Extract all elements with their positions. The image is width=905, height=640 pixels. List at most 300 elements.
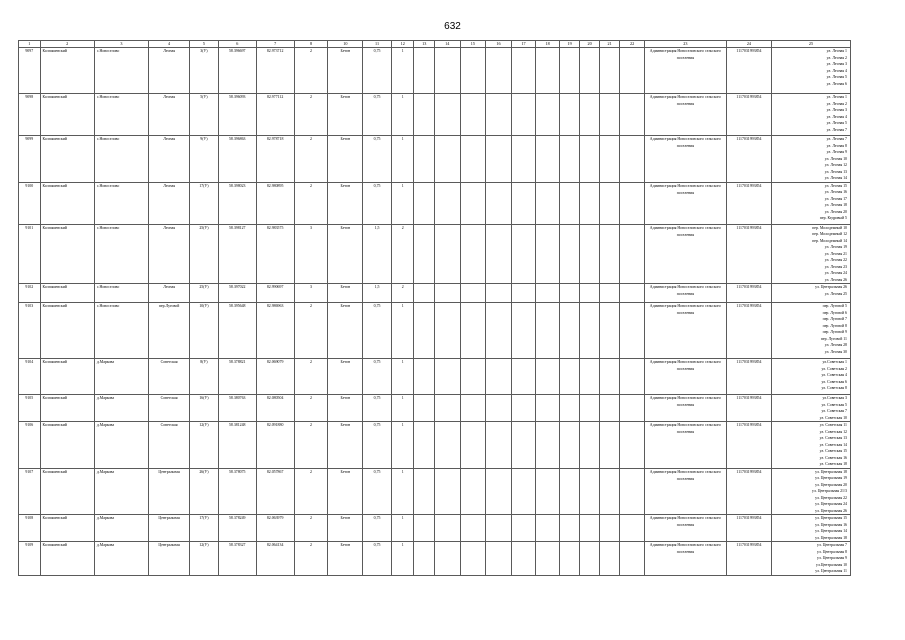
area-cell: 0,75 — [363, 542, 392, 576]
address-line: ул. Советская 13 — [819, 436, 847, 440]
empty-cell — [559, 136, 579, 183]
address-line: ул. Лесная 26 — [824, 277, 847, 282]
empty-cell — [536, 94, 560, 136]
empty-cell — [580, 515, 599, 542]
street-cell: Лесная — [149, 182, 190, 224]
house-cell: 16(У) — [190, 395, 219, 422]
empty-cell — [434, 136, 460, 183]
empty-cell — [460, 515, 486, 542]
row-id: 9106 — [19, 422, 41, 469]
empty-cell — [486, 136, 512, 183]
street-cell: Центральная — [149, 468, 190, 515]
empty-cell — [486, 359, 512, 395]
address-line: ул. Советская 5 — [821, 402, 847, 407]
address-line: ул. Центральная 9 — [817, 556, 847, 560]
column-number: 1 — [19, 41, 41, 48]
count-cell: 1 — [391, 468, 414, 515]
row-id: 9100 — [19, 182, 41, 224]
column-number: 15 — [460, 41, 486, 48]
address-line: ул. Лесная 17 — [824, 196, 847, 201]
empty-cell — [536, 303, 560, 359]
longitude-cell: 82.973712 — [256, 48, 294, 94]
area-cell: 0,75 — [363, 468, 392, 515]
address-line: ул. Центральная 26 — [815, 508, 847, 513]
served-addresses-cell — [771, 422, 850, 469]
house-cell: 12(У) — [190, 542, 219, 576]
empty-cell — [559, 422, 579, 469]
district-cell: Колпашевский — [40, 395, 94, 422]
latitude-cell: 58.398127 — [218, 224, 256, 284]
empty-cell — [414, 303, 434, 359]
latitude-cell: 58.378249 — [218, 515, 256, 542]
table-row — [19, 515, 851, 542]
empty-cell — [460, 468, 486, 515]
empty-cell — [460, 303, 486, 359]
longitude-cell: 82.986963 — [256, 303, 294, 359]
administration-cell: Администрация Новоселовского сельского поселения — [644, 395, 726, 422]
served-addresses-cell — [771, 284, 850, 303]
containers-cell: 2 — [294, 542, 328, 576]
address-line: ул. Лесная 1 — [826, 49, 847, 53]
column-number: 24 — [726, 41, 771, 48]
address-line: ул. Лесная 7 — [826, 127, 847, 132]
empty-cell — [580, 303, 599, 359]
address-line: ул. Лесная 22 — [824, 258, 847, 262]
address-line: ул. Лесная 5 — [826, 75, 847, 79]
administration-cell: Администрация Новоселовского сельского поселения — [644, 94, 726, 136]
row-id: 9105 — [19, 395, 41, 422]
row-id: 9107 — [19, 468, 41, 515]
column-number: 25 — [771, 41, 850, 48]
empty-cell — [511, 468, 536, 515]
table-row — [19, 468, 851, 515]
empty-cell — [460, 48, 486, 94]
address-line: пер. Луговой 8 — [822, 323, 847, 328]
address-line: пер. Луговой 11 — [820, 336, 847, 341]
empty-cell — [559, 48, 579, 94]
count-cell: 1 — [391, 94, 414, 136]
latitude-cell: 58.378075 — [218, 468, 256, 515]
ogrn-cell: 1117031993854 — [726, 468, 771, 515]
empty-cell — [580, 422, 599, 469]
empty-cell — [460, 359, 486, 395]
empty-cell — [460, 395, 486, 422]
served-addresses-cell — [771, 94, 850, 136]
containers-cell: 2 — [294, 422, 328, 469]
address-line: ул. Лесная 6 — [826, 81, 847, 86]
address-line: ул. Центральная 19 — [815, 476, 847, 480]
empty-cell — [511, 48, 536, 94]
street-cell: Советская — [149, 359, 190, 395]
empty-cell — [599, 136, 619, 183]
empty-cell — [559, 284, 579, 303]
served-addresses-cell — [771, 359, 850, 395]
district-cell: Колпашевский — [40, 422, 94, 469]
latitude-cell: 58.378821 — [218, 359, 256, 395]
house-cell: 25(У) — [190, 284, 219, 303]
empty-cell — [559, 515, 579, 542]
table-row — [19, 359, 851, 395]
empty-cell — [414, 468, 434, 515]
address-line: ул. Лесная 14 — [824, 176, 847, 180]
address-line: ул. Центральная 16 — [815, 522, 847, 527]
column-number: 3 — [94, 41, 148, 48]
empty-cell — [536, 468, 560, 515]
empty-cell — [414, 136, 434, 183]
ogrn-cell: 1117031993854 — [726, 395, 771, 422]
count-cell: 1 — [391, 542, 414, 576]
column-number: 16 — [486, 41, 512, 48]
empty-cell — [599, 303, 619, 359]
empty-cell — [599, 395, 619, 422]
column-number: 22 — [620, 41, 645, 48]
administration-cell: Администрация Новоселовского сельского поселения — [644, 468, 726, 515]
house-cell: 9(У) — [190, 136, 219, 183]
count-cell: 1 — [391, 422, 414, 469]
empty-cell — [460, 284, 486, 303]
district-cell: Колпашевский — [40, 284, 94, 303]
empty-cell — [559, 94, 579, 136]
row-id: 9102 — [19, 284, 41, 303]
address-line: ул. Советская 4 — [821, 373, 847, 377]
row-id: 9098 — [19, 94, 41, 136]
latitude-cell: 58.381248 — [218, 422, 256, 469]
empty-cell — [486, 224, 512, 284]
ogrn-cell: 1117031993854 — [726, 94, 771, 136]
empty-cell — [434, 182, 460, 224]
empty-cell — [486, 422, 512, 469]
empty-cell — [536, 359, 560, 395]
served-addresses-cell — [771, 542, 850, 576]
empty-cell — [460, 182, 486, 224]
district-cell: Колпашевский — [40, 182, 94, 224]
empty-cell — [580, 359, 599, 395]
count-cell: 1 — [391, 395, 414, 422]
table-row — [19, 224, 851, 284]
column-number: 19 — [559, 41, 579, 48]
empty-cell — [620, 422, 645, 469]
column-number: 18 — [536, 41, 560, 48]
address-line: ул. Советская 2 — [821, 366, 847, 371]
empty-cell — [511, 422, 536, 469]
address-line: ул. Лесная 24 — [824, 271, 847, 275]
empty-cell — [460, 542, 486, 576]
served-addresses-cell — [771, 303, 850, 359]
ogrn-cell: 1117031993854 — [726, 136, 771, 183]
settlement-cell: с.Новоселово — [94, 48, 148, 94]
cover-cell: Бетон — [328, 224, 363, 284]
count-cell: 1 — [391, 303, 414, 359]
address-line: пер. Молодежный 10 — [812, 225, 847, 230]
cover-cell: Бетон — [328, 395, 363, 422]
address-line: ул. Лесная 2 — [826, 101, 847, 106]
house-cell: 10(У) — [190, 303, 219, 359]
address-line: ул. Центральная 26 — [815, 285, 847, 289]
ogrn-cell: 1117031993854 — [726, 542, 771, 576]
administration-cell: Администрация Новоселовского сельского поселения — [644, 48, 726, 94]
empty-cell — [434, 284, 460, 303]
empty-cell — [536, 395, 560, 422]
empty-cell — [599, 468, 619, 515]
area-cell: 0,75 — [363, 515, 392, 542]
latitude-cell: 58.380763 — [218, 395, 256, 422]
address-line: ул. Лесная 9 — [826, 150, 847, 154]
containers-cell: 2 — [294, 303, 328, 359]
served-addresses-cell — [771, 515, 850, 542]
empty-cell — [511, 542, 536, 576]
empty-cell — [414, 182, 434, 224]
empty-cell — [599, 422, 619, 469]
house-cell: 17(У) — [190, 515, 219, 542]
count-cell: 2 — [391, 224, 414, 284]
empty-cell — [599, 284, 619, 303]
empty-cell — [599, 94, 619, 136]
containers-cell: 2 — [294, 359, 328, 395]
ogrn-cell: 1117031993854 — [726, 359, 771, 395]
area-cell: 0,75 — [363, 182, 392, 224]
area-cell: 0,75 — [363, 303, 392, 359]
empty-cell — [486, 284, 512, 303]
longitude-cell: 82.057867 — [256, 468, 294, 515]
cover-cell: Бетон — [328, 422, 363, 469]
containers-cell: 3 — [294, 284, 328, 303]
settlement-cell: с.Новоселово — [94, 94, 148, 136]
address-line: ул. Центральная 14 — [815, 529, 847, 533]
address-line: ул. Центральная 15 — [815, 516, 847, 520]
latitude-cell: 58.396863 — [218, 136, 256, 183]
empty-cell — [511, 94, 536, 136]
count-cell: 2 — [391, 284, 414, 303]
address-line: ул. Лесная 20 — [824, 209, 847, 214]
containers-cell: 2 — [294, 48, 328, 94]
empty-cell — [511, 303, 536, 359]
row-id: 9109 — [19, 542, 41, 576]
address-line: ул. Лесная 16 — [824, 190, 847, 194]
address-line: ул. Советская 6 — [821, 379, 847, 384]
empty-cell — [414, 359, 434, 395]
street-cell: пер.Луговой — [149, 303, 190, 359]
ogrn-cell: 1117031993854 — [726, 303, 771, 359]
address-line: ул. Лесная 19 — [824, 245, 847, 249]
administration-cell: Администрация Новоселовского сельского поселения — [644, 422, 726, 469]
address-line: ул. Центральная 18 — [815, 535, 847, 540]
empty-cell — [620, 303, 645, 359]
address-line: ул. Советская 7 — [821, 409, 847, 413]
empty-cell — [434, 422, 460, 469]
empty-cell — [620, 542, 645, 576]
address-line: ул. Советская 15 — [819, 449, 847, 453]
empty-cell — [460, 94, 486, 136]
address-line: ул. Советская 14 — [819, 442, 847, 447]
column-number: 2 — [40, 41, 94, 48]
table-row — [19, 284, 851, 303]
address-line: ул. Лесная 30 — [824, 349, 847, 354]
address-line: ул. Лесная 5 — [826, 121, 847, 125]
empty-cell — [414, 48, 434, 94]
administration-cell: Администрация Новоселовского сельского поселения — [644, 224, 726, 284]
area-cell: 1,5 — [363, 284, 392, 303]
district-cell: Колпашевский — [40, 136, 94, 183]
area-cell: 0,75 — [363, 395, 392, 422]
empty-cell — [460, 422, 486, 469]
empty-cell — [414, 422, 434, 469]
street-cell: Лесная — [149, 136, 190, 183]
empty-cell — [536, 136, 560, 183]
district-cell: Колпашевский — [40, 515, 94, 542]
address-line: ул. Центральная 18 — [815, 469, 847, 474]
ogrn-cell: 1117031993854 — [726, 422, 771, 469]
address-line: ул.Советская 1 — [822, 360, 847, 364]
empty-cell — [434, 48, 460, 94]
empty-cell — [620, 359, 645, 395]
administration-cell: Администрация Новоселовского сельского поселения — [644, 542, 726, 576]
ogrn-cell: 1117031993854 — [726, 224, 771, 284]
longitude-cell: 82.069079 — [256, 359, 294, 395]
address-line: ул. Лесная 4 — [826, 68, 847, 73]
empty-cell — [486, 94, 512, 136]
address-line: ул. Лесная 18 — [824, 203, 847, 207]
empty-cell — [580, 48, 599, 94]
street-cell: Центральная — [149, 515, 190, 542]
address-line: ул. Лесная 2 — [826, 55, 847, 60]
empty-cell — [599, 182, 619, 224]
empty-cell — [511, 182, 536, 224]
settlement-cell: с.Новоселово — [94, 224, 148, 284]
administration-cell: Администрация Новоселовского сельского поселения — [644, 136, 726, 183]
house-cell: 12(У) — [190, 422, 219, 469]
empty-cell — [559, 542, 579, 576]
street-cell: Лесная — [149, 284, 190, 303]
count-cell: 1 — [391, 359, 414, 395]
empty-cell — [434, 359, 460, 395]
count-cell: 1 — [391, 48, 414, 94]
row-id: 9103 — [19, 303, 41, 359]
cover-cell: Бетон — [328, 284, 363, 303]
page-number: 632 — [444, 21, 461, 32]
empty-cell — [559, 303, 579, 359]
empty-cell — [511, 359, 536, 395]
empty-cell — [620, 468, 645, 515]
empty-cell — [536, 48, 560, 94]
empty-cell — [599, 515, 619, 542]
served-addresses-cell — [771, 468, 850, 515]
street-cell: Советская — [149, 395, 190, 422]
address-line: ул.Советская 3 — [822, 396, 847, 400]
settlement-cell: д.Маркова — [94, 359, 148, 395]
column-number: 20 — [580, 41, 599, 48]
longitude-cell: 82.080504 — [256, 395, 294, 422]
empty-cell — [620, 48, 645, 94]
area-cell: 1,5 — [363, 224, 392, 284]
address-line: ул. Советская 11 — [819, 423, 847, 427]
count-cell: 1 — [391, 515, 414, 542]
empty-cell — [559, 468, 579, 515]
longitude-cell: 82.978718 — [256, 136, 294, 183]
address-line: ул. Лесная 28 — [824, 343, 847, 347]
served-addresses-cell — [771, 182, 850, 224]
administration-cell: Администрация Новоселовского сельского поселения — [644, 182, 726, 224]
address-line: ул.Центральная 10 — [816, 562, 847, 567]
empty-cell — [580, 395, 599, 422]
address-line: ул. Лесная 12 — [824, 163, 847, 167]
table-row — [19, 542, 851, 576]
longitude-cell: 82.990697 — [256, 284, 294, 303]
served-addresses-cell — [771, 48, 850, 94]
address-line: ул. Лесная 8 — [826, 143, 847, 148]
empty-cell — [580, 182, 599, 224]
table-row — [19, 422, 851, 469]
empty-cell — [536, 284, 560, 303]
empty-cell — [434, 468, 460, 515]
row-id: 9108 — [19, 515, 41, 542]
served-addresses-cell — [771, 224, 850, 284]
table-row — [19, 94, 851, 136]
latitude-cell: 58.397022 — [218, 284, 256, 303]
street-cell: Лесная — [149, 224, 190, 284]
street-cell: Лесная — [149, 48, 190, 94]
containers-cell: 2 — [294, 515, 328, 542]
settlement-cell: с.Новоселово — [94, 303, 148, 359]
cover-cell: Бетон — [328, 303, 363, 359]
empty-cell — [599, 224, 619, 284]
area-cell: 0,75 — [363, 359, 392, 395]
area-cell: 0,75 — [363, 94, 392, 136]
cover-cell: Бетон — [328, 94, 363, 136]
empty-cell — [486, 303, 512, 359]
row-id: 9104 — [19, 359, 41, 395]
empty-cell — [580, 224, 599, 284]
cover-cell: Бетон — [328, 359, 363, 395]
settlement-cell: д.Маркова — [94, 515, 148, 542]
row-id: 9101 — [19, 224, 41, 284]
address-line: ул. Лесная 13 — [824, 169, 847, 174]
empty-cell — [434, 94, 460, 136]
empty-cell — [536, 542, 560, 576]
column-number: 10 — [328, 41, 363, 48]
longitude-cell: 82.983575 — [256, 224, 294, 284]
house-cell: 3(У) — [190, 48, 219, 94]
empty-cell — [414, 284, 434, 303]
address-line: ул. Центральная 20 — [815, 482, 847, 487]
empty-cell — [580, 284, 599, 303]
empty-cell — [434, 303, 460, 359]
column-number: 6 — [218, 41, 256, 48]
address-line: ул. Лесная 3 — [826, 108, 847, 112]
settlement-cell: с.Новоселово — [94, 136, 148, 183]
district-cell: Колпашевский — [40, 359, 94, 395]
address-line: ул. Советская 16 — [819, 455, 847, 460]
column-number: 11 — [363, 41, 392, 48]
settlement-cell: д.Маркова — [94, 468, 148, 515]
column-number: 23 — [644, 41, 726, 48]
empty-cell — [536, 182, 560, 224]
empty-cell — [536, 224, 560, 284]
empty-cell — [486, 542, 512, 576]
address-line: пер. Молодежный 14 — [812, 238, 847, 243]
address-line: пер. Луговой 9 — [822, 330, 847, 334]
empty-cell — [620, 94, 645, 136]
latitude-cell: 58.396093 — [218, 94, 256, 136]
column-number: 4 — [149, 41, 190, 48]
empty-cell — [620, 224, 645, 284]
empty-cell — [559, 359, 579, 395]
administration-cell: Администрация Новоселовского сельского поселения — [644, 359, 726, 395]
empty-cell — [460, 136, 486, 183]
containers-cell: 2 — [294, 468, 328, 515]
column-number: 5 — [190, 41, 219, 48]
cover-cell: Бетон — [328, 182, 363, 224]
empty-cell — [511, 395, 536, 422]
